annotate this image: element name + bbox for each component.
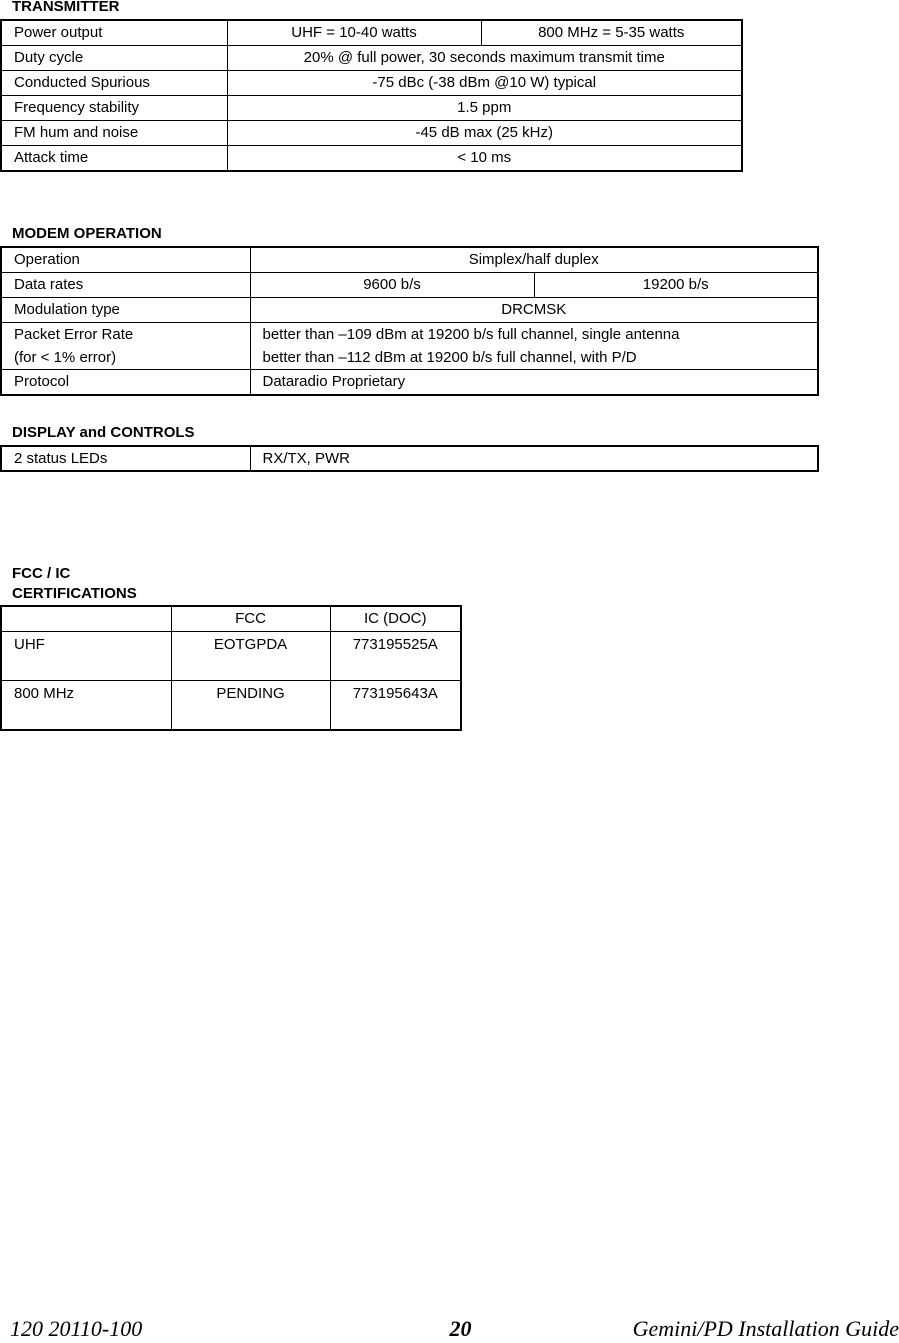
fcc-heading-line1: FCC / IC — [12, 565, 71, 582]
table-row — [1, 323, 818, 370]
transmitter-heading: TRANSMITTER — [12, 0, 120, 15]
duty-cycle-label: Duty cycle — [1, 46, 227, 71]
ic-id-uhf: 773195525A — [330, 632, 461, 681]
packet-error-rate-label-line1: Packet Error Rate — [14, 326, 134, 343]
table-row — [1, 681, 461, 731]
display-heading: DISPLAY and CONTROLS — [12, 424, 195, 441]
table-row — [1, 273, 818, 298]
status-leds-label: 2 status LEDs — [14, 450, 108, 467]
attack-time-value: < 10 ms — [227, 146, 742, 172]
power-output-800: 800 MHz = 5-35 watts — [481, 20, 742, 46]
modem-heading: MODEM OPERATION — [12, 225, 162, 242]
packet-error-rate-label — [1, 323, 250, 370]
frequency-stability-value: 1.5 ppm — [227, 96, 742, 121]
fcc-heading-line2: CERTIFICATIONS — [12, 585, 137, 602]
table-row — [1, 446, 818, 471]
modulation-type-label: Modulation type — [1, 298, 250, 323]
packet-error-rate-label-line2: (for < 1% error) — [14, 349, 117, 366]
footer-document-number: 120 20110-100 — [10, 1316, 143, 1341]
table-row — [1, 632, 461, 681]
conducted-spurious-value: -75 dBc (-38 dBm @10 W) typical — [227, 71, 742, 96]
column-header-ic: IC (DOC) — [330, 606, 461, 632]
data-rate-19200: 19200 b/s — [534, 273, 818, 298]
fcc-id-800: PENDING — [171, 681, 330, 731]
data-rate-9600: 9600 b/s — [250, 273, 534, 298]
fcc-heading — [12, 564, 137, 604]
power-output-uhf: UHF = 10-40 watts — [227, 20, 481, 46]
fm-hum-noise-value: -45 dB max (25 kHz) — [227, 121, 742, 146]
table-row — [1, 298, 818, 323]
transmitter-table — [0, 19, 743, 172]
packet-error-rate-value — [250, 323, 818, 370]
power-output-label: Power output — [14, 24, 103, 41]
status-leds-value: RX/TX, PWR — [250, 446, 818, 471]
band-800: 800 MHz — [1, 681, 171, 731]
data-rates-label: Data rates — [1, 273, 250, 298]
packet-error-rate-value-line1: better than –109 dBm at 19200 b/s full channel, single antenna — [262, 326, 680, 343]
table-row — [1, 247, 818, 273]
ic-id-800: 773195643A — [330, 681, 461, 731]
footer-page-number: 20 — [449, 1316, 472, 1341]
operation-value: Simplex/half duplex — [250, 247, 818, 273]
band-uhf: UHF — [1, 632, 171, 681]
column-header-fcc: FCC — [171, 606, 330, 632]
attack-time-label: Attack time — [1, 146, 227, 172]
table-row — [1, 370, 818, 396]
table-header-row — [1, 606, 461, 632]
packet-error-rate-value-line2: better than –112 dBm at 19200 b/s full channel, with P/D — [262, 349, 637, 366]
table-row — [1, 121, 742, 146]
modulation-type-value: DRCMSK — [250, 298, 818, 323]
conducted-spurious-label: Conducted Spurious — [1, 71, 227, 96]
table-row — [1, 46, 742, 71]
table-row — [1, 96, 742, 121]
protocol-value: Dataradio Proprietary — [250, 370, 818, 396]
protocol-label: Protocol — [1, 370, 250, 396]
table-row — [1, 71, 742, 96]
fcc-id-uhf: EOTGPDA — [171, 632, 330, 681]
fcc-table — [0, 605, 462, 731]
duty-cycle-value: 20% @ full power, 30 seconds maximum transmit time — [227, 46, 742, 71]
table-row — [1, 20, 742, 46]
display-table — [0, 445, 819, 472]
fm-hum-noise-label: FM hum and noise — [1, 121, 227, 146]
operation-label: Operation — [14, 251, 80, 268]
frequency-stability-label: Frequency stability — [1, 96, 227, 121]
footer-guide-title: Gemini/PD Installation Guide — [632, 1316, 899, 1341]
modem-table — [0, 246, 819, 396]
table-row — [1, 146, 742, 172]
column-header-blank — [1, 606, 171, 632]
